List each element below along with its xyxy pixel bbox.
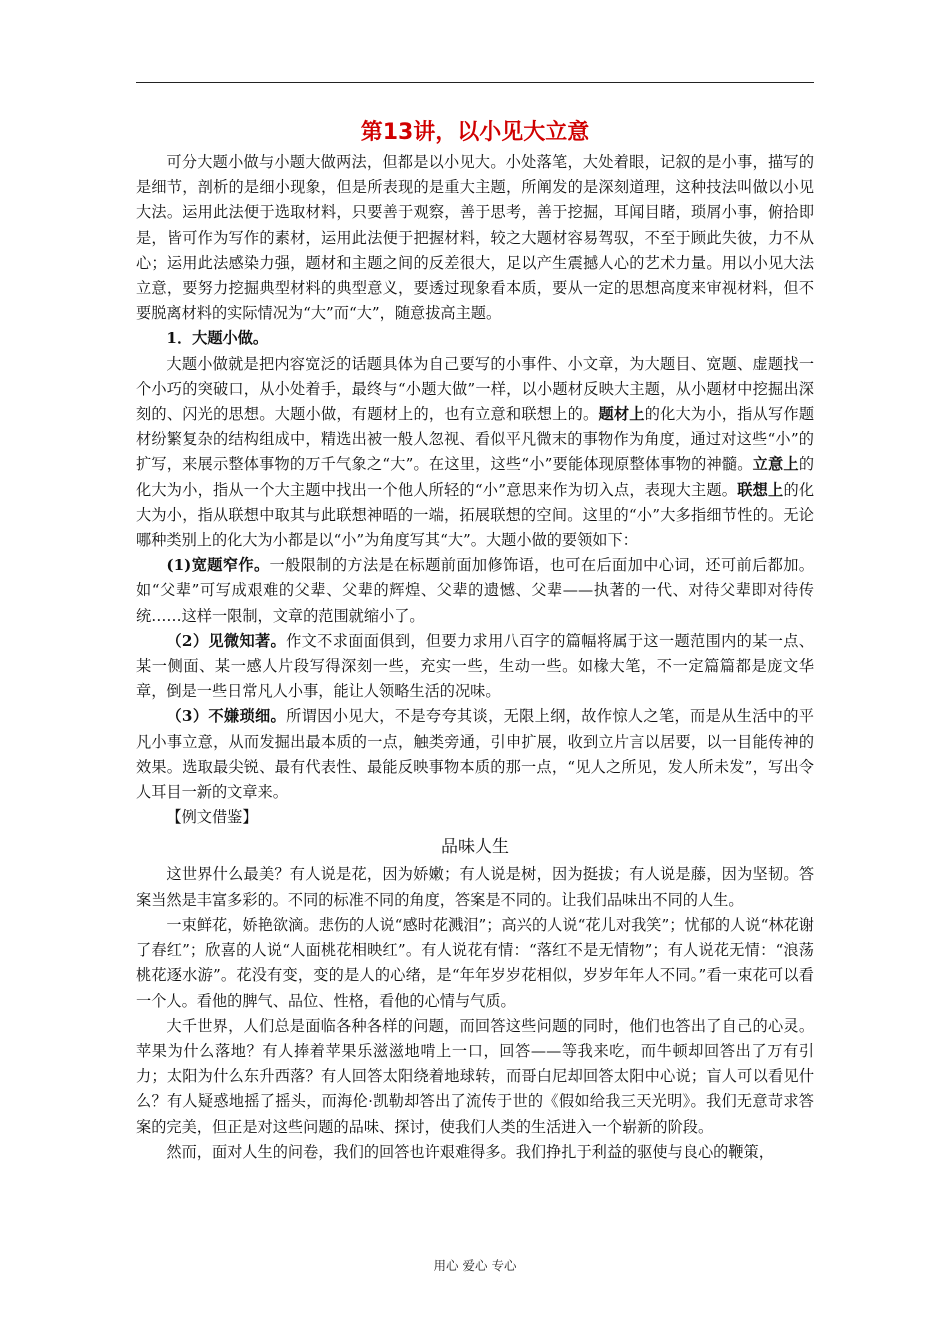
page-title: 第13讲，以小见大立意	[360, 120, 590, 145]
section-paragraph	[136, 352, 814, 554]
essay-paragraph: 大千世界，人们总是面临各种各样的问题，而回答这些问题的同时，他们也答出了自己的心灵。苹果为什么落地？有人捧着苹果乐滋滋地啃上一口，回答——等我来吃，而牛顿却回答出了万有引力；太阳为什么东升西落？有人回答太阳绕着地球转，而哥白尼却回答太阳中心说；盲人可以看见什么？有人疑惑地摇了摇头，而海伦·凯勒却答出了流传于世的《假如给我三天光明》。我们无意苛求答案的完美，但正是对这些问题的品味、探讨，使我们人类的生活进入一个崭新的阶段。	[136, 1016, 814, 1136]
section-text-b: 的化大为小，指从写作题材纷繁复杂的结构组成中，精选出被一般人忽视、看似平凡微末的事物作为角度，通过对这些“小”的扩写，来展示整体事物的万千气象之“大”。在这里，这些“小”要能体现原整体事物的神髓。	[136, 405, 815, 474]
section-text-c: 的化大为小，指从一个大主题中找出一个他人所轻的“小”意思来作为切入点，表现大主题。	[136, 455, 814, 499]
example-label: 【例文借鉴】	[166, 808, 258, 827]
section-heading: 1．大题小做。	[166, 329, 269, 348]
point-label: （3）不嫌琐细。	[166, 707, 287, 726]
point-item	[136, 704, 814, 805]
essay-title: 品味人生	[441, 837, 509, 858]
page-footer: 用心 爱心 专心	[433, 1258, 517, 1273]
keyword-concept: 立意上	[752, 455, 799, 474]
point-label: （2）见微知著。	[166, 631, 287, 650]
section-text-d: 的化大为小，指从联想中取其与此联想神晤的一端，拓展联想的空间。这里的“小”大多指细节性的。无论哪种类别上的化大为小都是以“小”为角度写其“大”。大题小做的要领如下：	[136, 480, 815, 550]
keyword-association: 联想上	[737, 480, 784, 499]
intro-paragraph: 可分大题小做与小题大做两法，但都是以小见大。小处落笔，大处着眼，记叙的是小事，描写的是细节，剖析的是细小现象，但是所表现的是重大主题，所阐发的是深刻道理，这种技法叫做以小见大法。运用此法便于选取材料，只要善于观察，善于思考，善于挖掘，耳闻目睹，琐屑小事，俯拾即是，皆可作为写作的素材，运用此法便于把握材料，较之大题材容易驾驭，不至于顾此失彼，力不从心；运用此法感染力强，题材和主题之间的反差很大，足以产生震撼人心的艺术力量。用以小见大法立意，要努力挖掘典型材料的典型意义，要透过现象看本质，要从一定的思想高度来审视材料，但不要脱离材料的实际情况为“大”而“大”，随意拔高主题。	[136, 153, 814, 323]
essay-paragraph: 一束鲜花，娇艳欲滴。悲伤的人说“感时花溅泪”；高兴的人说“花儿对我笑”；忧郁的人说“林花谢了春红”；欣喜的人说“人面桃花相映红”。有人说花有情：“落红不是无情物”；有人说花无情：“浪荡桃花逐水游”。花没有变，变的是人的心绪，是“年年岁岁花相似，岁岁年年人不同。”看一束花可以看一个人。看他的脾气、品位、性格，看他的心情与气质。	[136, 915, 814, 1010]
section-text-a: 大题小做就是把内容宽泛的话题具体为自己要写的小事件、小文章，为大题目、宽题、虚题找一个小巧的突破口，从小处着手，最终与“小题大做”一样，以小题材反映大主题，从小题材中挖掘出深刻的、闪光的思想。大题小做，有题材上的，也有立意和联想上的。	[136, 354, 814, 424]
point-label: (1)宽题窄作。	[166, 556, 270, 575]
document-body	[136, 118, 814, 1165]
point-item	[136, 629, 814, 705]
point-text: 一般限制的方法是在标题前面加修饰语，也可在后面加中心词，还可前后都加。如“父辈”可写成艰难的父辈、父辈的辉煌、父辈的遗憾、父辈——执著的一代、对待父辈即对待传统……这样一限制，文章的范围就缩小了。	[136, 556, 814, 625]
example-essay	[136, 832, 814, 1164]
header-rule	[136, 82, 814, 83]
point-text: 作文不求面面俱到，但要力求用八百字的篇幅将属于这一题范围内的某一点、某一侧面、某一感人片段写得深刻一些，充实一些，生动一些。如椽大笔，不一定篇篇都是庞文华章，倒是一些日常凡人小事，能让人领略生活的况味。	[136, 631, 814, 701]
keyword-subject: 题材上	[598, 405, 645, 424]
essay-paragraph: 这世界什么最美？有人说是花，因为娇嫩；有人说是树，因为挺拔；有人说是藤，因为坚韧。答案当然是丰富多彩的。不同的标准不同的角度，答案是不同的。让我们品味出不同的人生。	[136, 865, 814, 909]
essay-paragraph: 然而，面对人生的问卷，我们的回答也许艰难得多。我们挣扎于利益的驱使与良心的鞭策，	[166, 1142, 774, 1161]
point-item	[136, 553, 814, 629]
point-text: 所谓因小见大，不是夸夸其谈，无限上纲，故作惊人之笔，而是从生活中的平凡小事立意，从而发掘出最本质的一点，触类旁通，引申扩展，收到立片言以居要，以一目能传神的效果。选取最尖锐、最有代表性、最能反映事物本质的那一点，“见人之所见，发人所未发”，写出令人耳目一新的文章来。	[136, 707, 814, 802]
